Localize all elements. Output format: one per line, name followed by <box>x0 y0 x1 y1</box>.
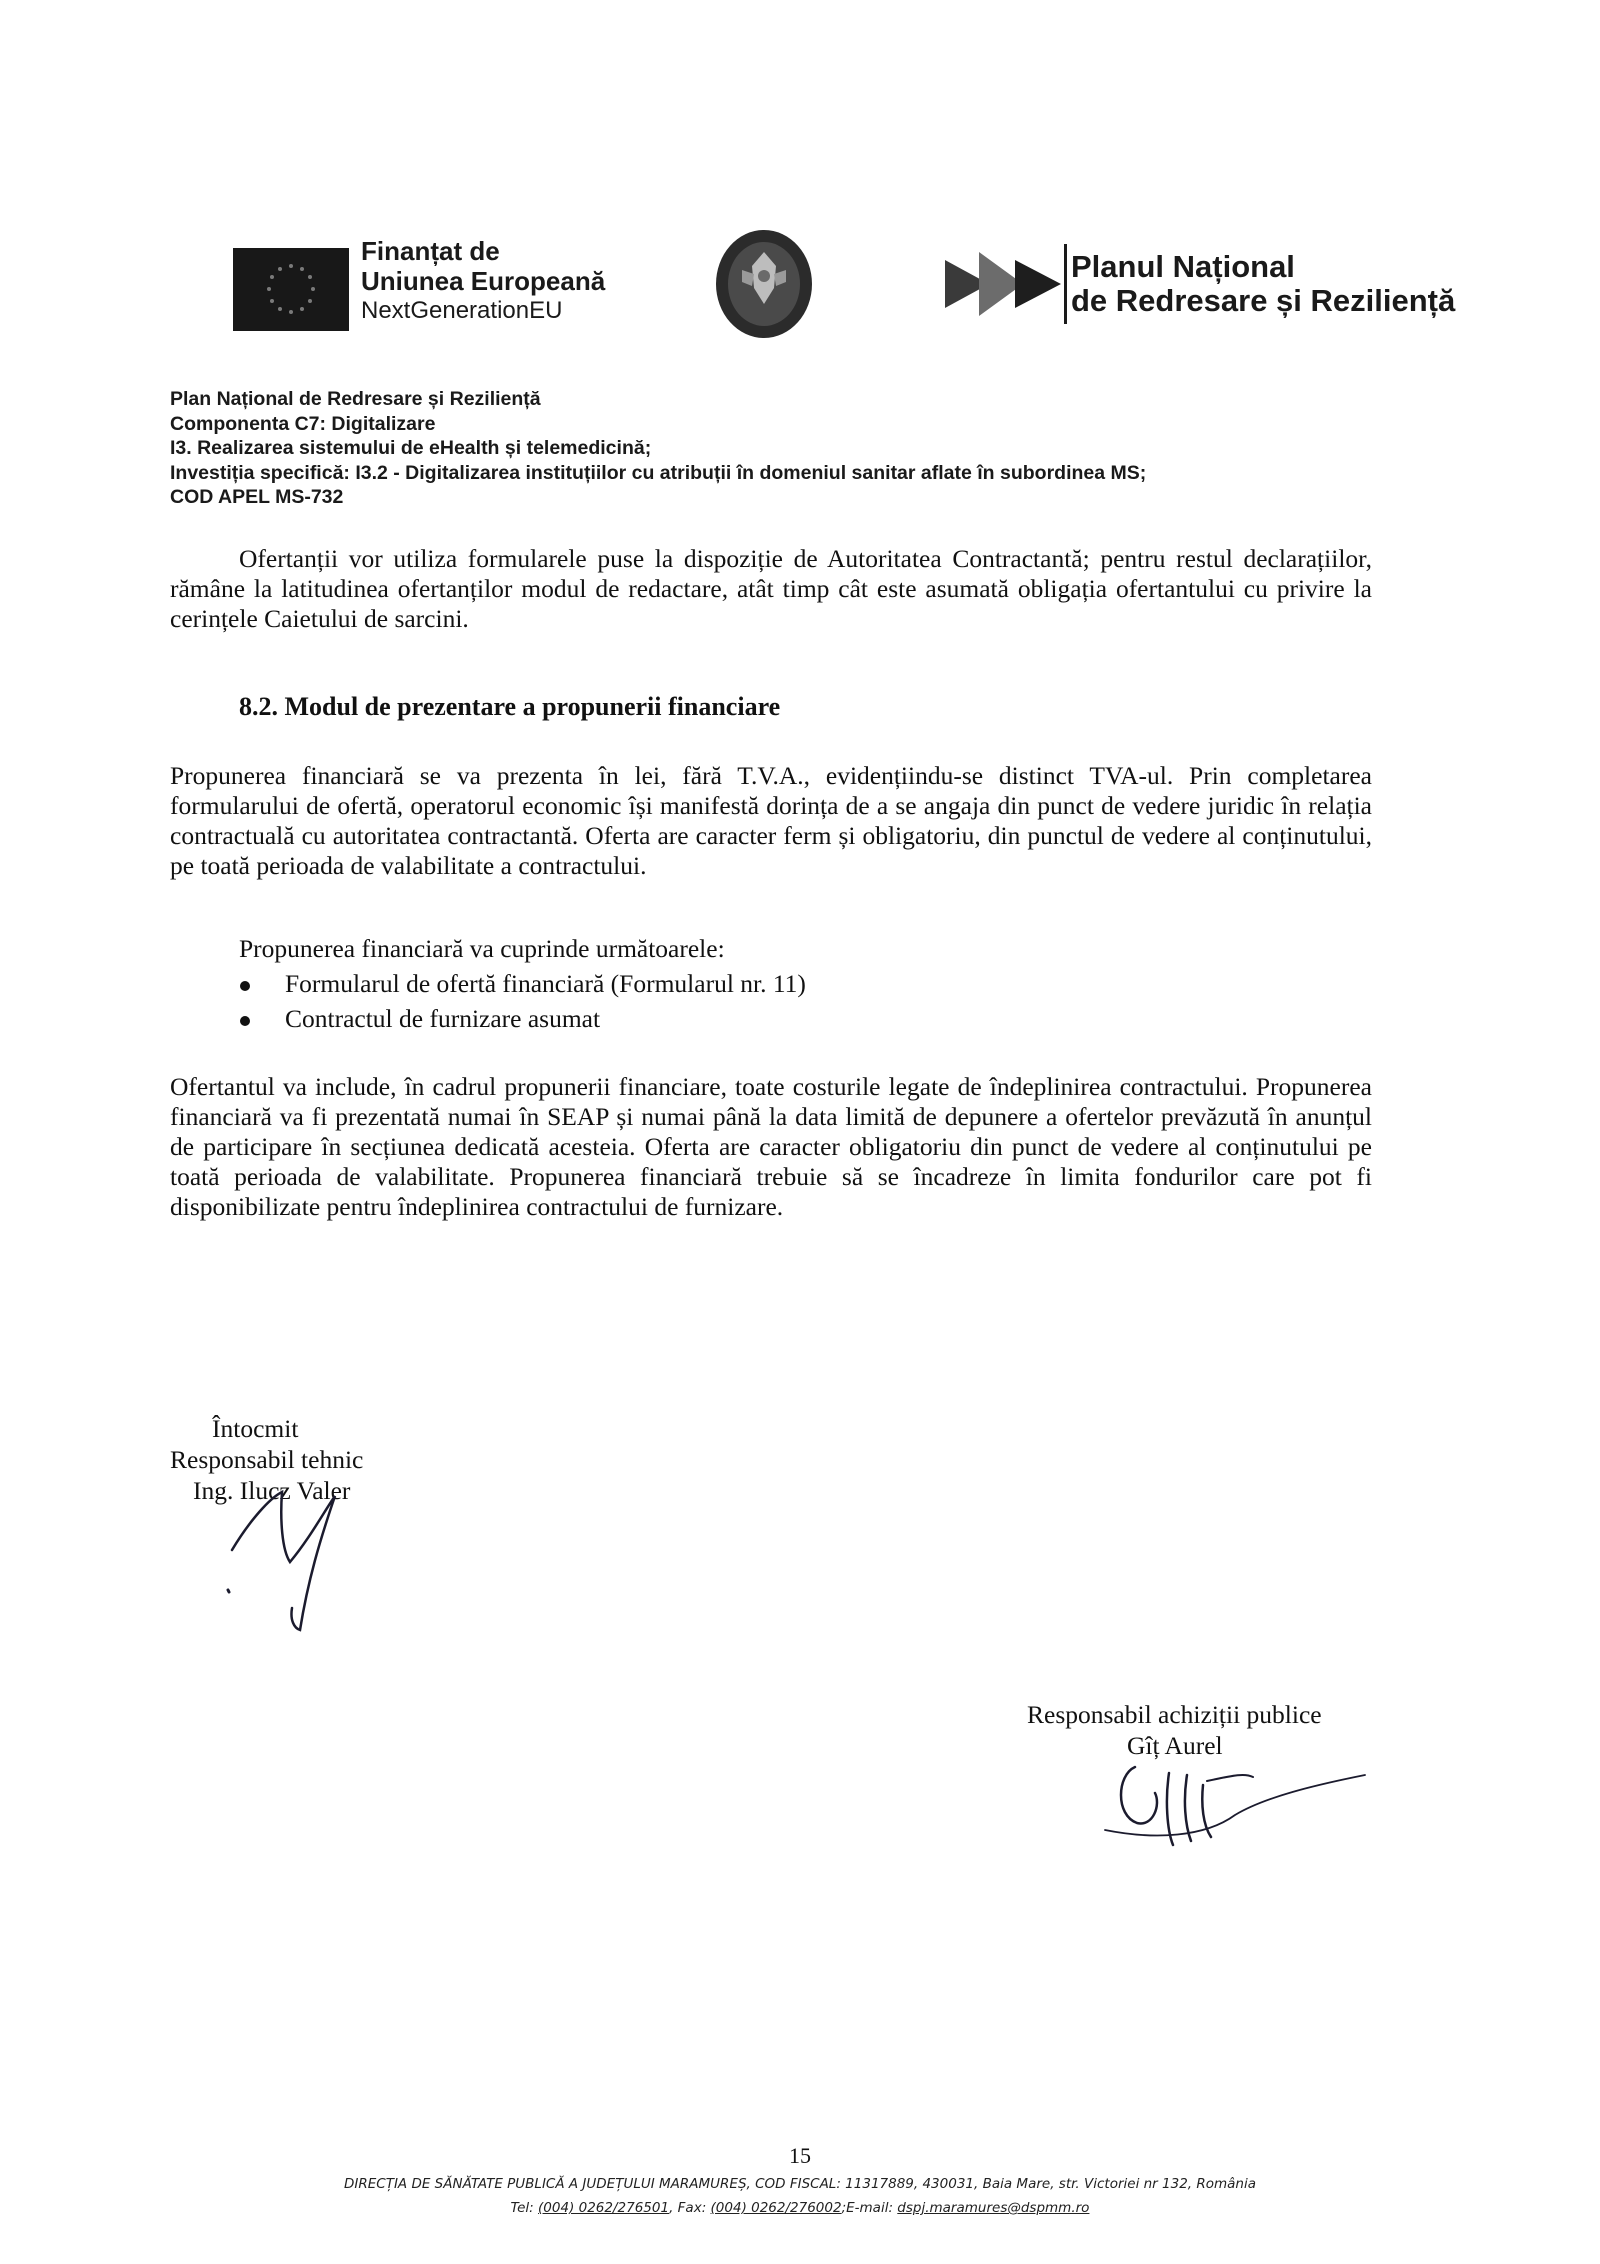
eu-line2: Uniunea Europeană <box>361 266 606 296</box>
eu-funding-label <box>361 236 605 326</box>
list-intro: Propunerea financiară va cuprinde următoarele: <box>239 934 725 963</box>
sig-left-line1: Întocmit <box>212 1414 299 1443</box>
email-link[interactable]: dspj.maramures@dspmm.ro <box>897 2200 1090 2216</box>
fax-number: (004) 0262/276002 <box>710 2200 842 2216</box>
project-line3: I3. Realizarea sistemului de eHealth și telemedicină; <box>170 437 652 459</box>
pnrr-divider <box>1064 244 1067 324</box>
pnrr-label <box>1071 250 1455 318</box>
bullet-icon <box>240 1016 250 1026</box>
paragraph-forms-text: Ofertanții vor utiliza formularele puse la dispoziție de Autoritatea Contractantă; pentru restul declarațiilor, rămâne la latitudinea ofertanților modul de redactare, atât timp cât este asumată obligația ofertantului cu privire la cerințele Caietului de sarcini. <box>170 544 1372 633</box>
footer-contact <box>0 2200 1600 2216</box>
footer-address: DIRECȚIA DE SĂNĂTATE PUBLICĂ A JUDEȚULUI MARAMUREȘ, COD FISCAL: 11317889, 430031, Baia Mare, str. Victoriei nr 132, România <box>343 2176 1257 2192</box>
email-label: ;E-mail: <box>841 2200 898 2216</box>
government-seal-icon <box>712 226 816 342</box>
pnrr-line1: Planul Național <box>1071 249 1295 284</box>
eu-line1: Finanțat de <box>361 236 500 266</box>
bullet-icon <box>240 981 250 991</box>
paragraph-forms <box>170 544 1372 634</box>
pnrr-arrow-icon <box>945 246 1061 322</box>
list-item <box>285 1004 600 1034</box>
tel-label: Tel: <box>510 2200 539 2216</box>
page-number: 15 <box>789 2143 811 2168</box>
project-line1: Plan Național de Redresare și Reziliență <box>170 388 541 410</box>
handwritten-signature-right <box>1095 1745 1370 1860</box>
list-item-text: Formularul de ofertă financiară (Formularul nr. 11) <box>285 969 806 998</box>
section-heading: 8.2. Modul de prezentare a propunerii financiare <box>239 692 781 721</box>
sig-right-line2: Gîț Aurel <box>1127 1731 1223 1760</box>
sig-left-line3: Ing. Ilucz Valer <box>193 1476 351 1505</box>
fax-label: , Fax: <box>669 2200 711 2216</box>
paragraph-financial-proposal: Propunerea financiară se va prezenta în lei, fără T.V.A., evidențiindu-se distinct TVA-ul. Prin completarea formularului de ofertă, operatorul economic își manifestă dorința de a se angaja din punct de vedere juridic în relația contractuală cu autoritatea contractantă. Oferta are caracter ferm și obligatoriu, din punctul de vedere al conținutului, pe toată perioada de valabilitate a contractului. <box>170 761 1372 880</box>
eu-flag-icon <box>233 248 349 331</box>
paragraph-costs: Ofertantul va include, în cadrul propunerii financiare, toate costurile legate de îndeplinirea contractului. Propunerea financiară va fi prezentată numai în SEAP și numai până la data limită de depunere a ofertelor prevăzută în anunțul de participare în secțiunea dedicată acesteia. Oferta are caracter obligatoriu din punct de vedere al conținutului pe toată perioada de valabilitate. Propunerea financiară trebuie să se încadreze în limita fondurilor care pot fi disponibilizate pentru îndeplinirea contractului de furnizare. <box>170 1072 1372 1221</box>
handwritten-signature-left <box>220 1480 370 1640</box>
list-item <box>285 969 806 999</box>
sig-right-line1: Responsabil achiziții publice <box>1027 1700 1322 1729</box>
phone-number: (004) 0262/276501 <box>538 2200 670 2216</box>
eu-line3: NextGenerationEU <box>361 297 563 324</box>
list-item-text: Contractul de furnizare asumat <box>285 1004 601 1033</box>
project-line2: Componenta C7: Digitalizare <box>170 412 436 435</box>
project-header <box>170 387 1146 510</box>
project-line5: COD APEL MS-732 <box>170 486 344 508</box>
project-line4: Investiția specifică: I3.2 - Digitalizarea instituțiilor cu atribuții în domeniul sanitar aflate în subordinea MS; <box>170 461 1147 484</box>
pnrr-line2: de Redresare și Reziliență <box>1071 283 1456 318</box>
sig-left-line2: Responsabil tehnic <box>170 1445 364 1474</box>
